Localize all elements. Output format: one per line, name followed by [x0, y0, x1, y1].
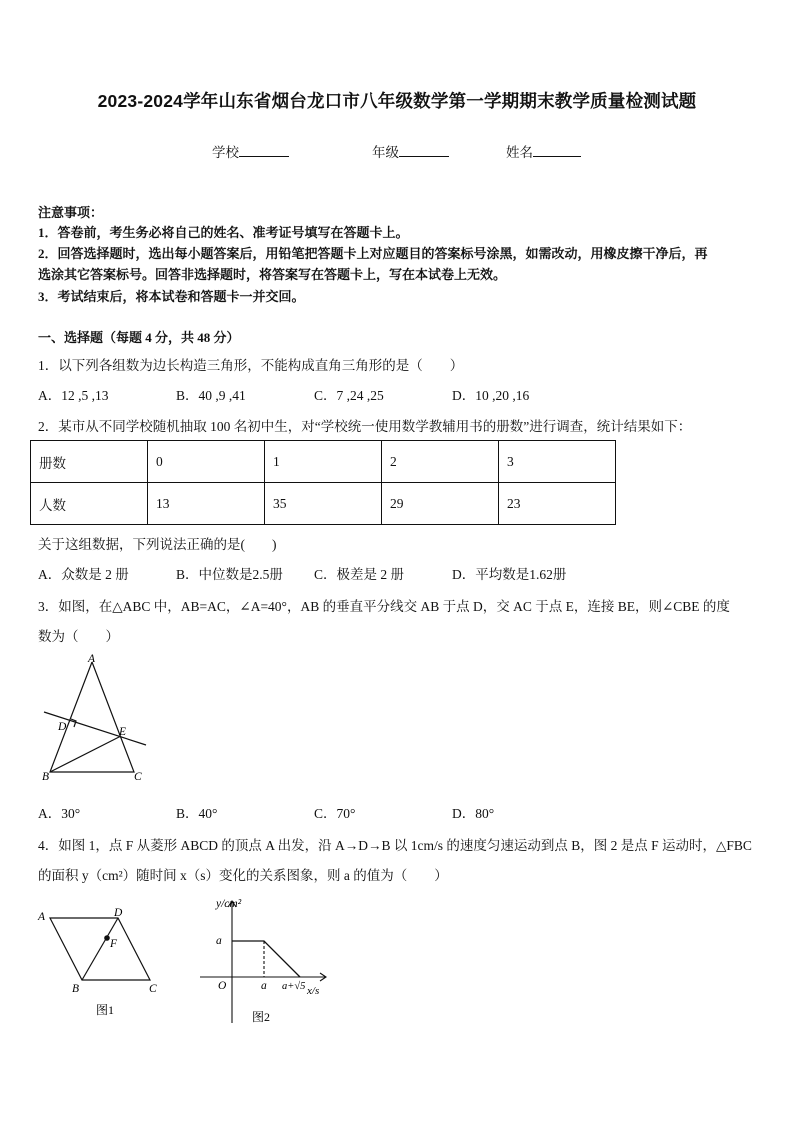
- q3-option-d: D．80°: [452, 806, 495, 821]
- q3-stem-line1: 3．如图，在△ABC 中，AB=AC，∠A=40°，AB 的垂直平分线交 AB 于点 D，交 AC 于点 E，连接 BE，则∠CBE 的度: [38, 599, 730, 614]
- q2-option-d: D．平均数是1.62册: [452, 567, 567, 582]
- label-d: D: [58, 721, 67, 733]
- q3-option-c: C．70°: [314, 806, 356, 821]
- section-heading: 一、选择题（每题 4 分，共 48 分）: [38, 330, 240, 345]
- school-label: 学校: [212, 145, 239, 160]
- notice-line-4: 3．考试结束后，将本试卷和答题卡一并交回。: [38, 289, 305, 304]
- label-b: B: [72, 983, 80, 995]
- x-axis-label: x/s: [307, 985, 320, 997]
- table-cell: 册数: [31, 441, 148, 483]
- triangle-abc: [50, 662, 134, 772]
- table-row: [31, 483, 616, 525]
- table-cell: 23: [499, 483, 616, 525]
- notice-line-3: 选涂其它答案标号。回答非选择题时，将答案写在答题卡上，写在本试卷上无效。: [38, 267, 507, 282]
- q4-figure-2-graph: [196, 895, 346, 1030]
- y-value-a: a: [216, 935, 222, 947]
- table-cell: 1: [265, 441, 382, 483]
- q4-figure-1-rhombus: [30, 900, 180, 1025]
- x-value-a-plus-root5: a+√5: [282, 981, 306, 992]
- y-axis-label: y/cm²: [216, 898, 242, 910]
- q1-option-b: B．40 ,9 ,41: [176, 388, 246, 403]
- grade-blank: [399, 144, 449, 157]
- q2-stem: 2．某市从不同学校随机抽取 100 名初中生，对“学校统一使用数学教辅用书的册数”进行调查，统计结果如下：: [38, 419, 692, 434]
- q1-option-d: D．10 ,20 ,16: [452, 388, 530, 403]
- q2-option-c: C．极差是 2 册: [314, 567, 405, 582]
- q3-option-a: A．30°: [38, 806, 81, 821]
- x-value-a: a: [261, 980, 267, 992]
- table-cell: 2: [382, 441, 499, 483]
- grade-label: 年级: [372, 145, 399, 160]
- school-field: [212, 141, 289, 161]
- label-d: D: [114, 907, 123, 919]
- notice-line-1: 1．答卷前，考生务必将自己的姓名、准考证号填写在答题卡上。: [38, 225, 409, 240]
- name-label: 姓名: [506, 145, 533, 160]
- q4-stem-line1: 4．如图 1，点 F 从菱形 ABCD 的顶点 A 出发，沿 A→D→B 以 1cm/s 的速度匀速运动到点 B，图 2 是点 F 运动时，△FBC: [38, 838, 752, 853]
- point-f: [104, 935, 110, 941]
- figure-2-caption: 图2: [252, 1010, 271, 1024]
- table-cell: 29: [382, 483, 499, 525]
- label-a: A: [38, 911, 46, 923]
- q2-after: 关于这组数据，下列说法正确的是( ): [38, 537, 277, 552]
- q3-option-b: B．40°: [176, 806, 218, 821]
- notice-line-2: 2．回答选择题时，选出每小题答案后，用铅笔把答题卡上对应题目的答案标号涂黑，如需改动，用橡皮擦干净后，再: [38, 246, 708, 261]
- name-field: [506, 141, 581, 161]
- label-f: F: [110, 938, 118, 950]
- table-cell: 3: [499, 441, 616, 483]
- origin-label: O: [218, 980, 227, 992]
- table-cell: 13: [148, 483, 265, 525]
- label-b: B: [42, 771, 50, 783]
- table-row: [31, 441, 616, 483]
- q4-stem-line2: 的面积 y（cm²）随时间 x（s）变化的关系图象，则 a 的值为（ ）: [38, 868, 448, 883]
- q2-table: [30, 440, 616, 525]
- name-blank: [533, 144, 581, 157]
- table-cell: 0: [148, 441, 265, 483]
- q1-stem: 1．以下列各组数为边长构造三角形，不能构成直角三角形的是（ ）: [38, 358, 464, 373]
- q1-option-a: A．12 ,5 ,13: [38, 388, 109, 403]
- q3-triangle-figure: [36, 650, 156, 785]
- label-c: C: [149, 983, 157, 995]
- table-cell: 人数: [31, 483, 148, 525]
- q2-option-a: A．众数是 2 册: [38, 567, 129, 582]
- grade-field: [372, 141, 449, 161]
- page-title: 2023-2024学年山东省烟台龙口市八年级数学第一学期期末教学质量检测试题: [97, 91, 697, 111]
- segment-be: [50, 736, 121, 772]
- label-c: C: [134, 771, 142, 783]
- figure-1-caption: 图1: [96, 1003, 115, 1017]
- q1-option-c: C．7 ,24 ,25: [314, 388, 384, 403]
- q3-stem-line2: 数为（ ）: [38, 629, 119, 644]
- label-a: A: [88, 653, 96, 665]
- q2-option-b: B．中位数是2.5册: [176, 567, 283, 582]
- table-cell: 35: [265, 483, 382, 525]
- label-e: E: [119, 726, 127, 738]
- graph-line: [232, 941, 300, 977]
- notice-heading: 注意事项：: [38, 205, 104, 220]
- school-blank: [239, 144, 289, 157]
- right-angle-mark: [71, 719, 76, 727]
